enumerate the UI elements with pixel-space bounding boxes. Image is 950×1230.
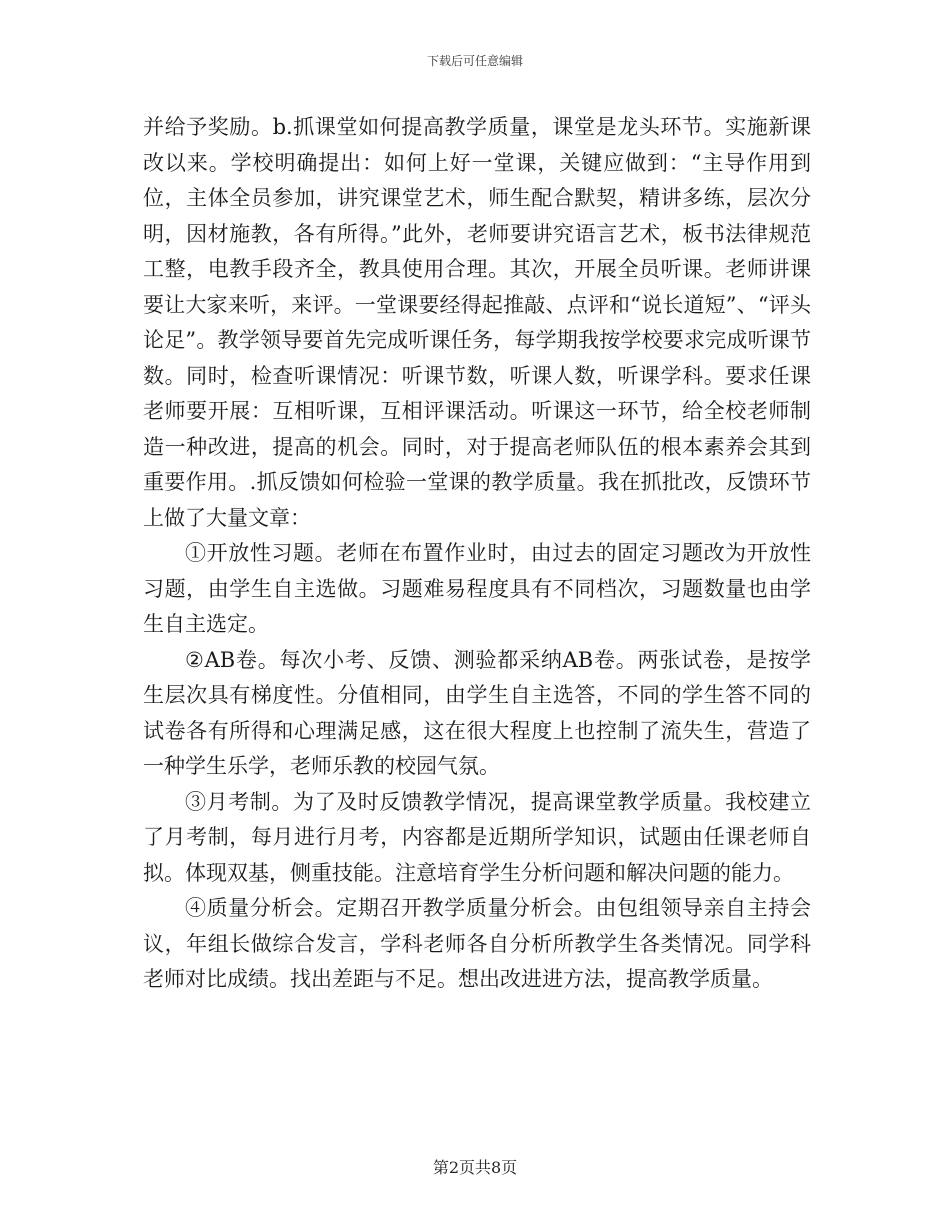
paragraph-open-exercises: ①开放性习题。老师在布置作业时，由过去的固定习题改为开放性习题，由学生自主选做。习题难易程度具有不同档次，习题数量也由学生自主选定。 <box>143 541 811 636</box>
paragraph-quality-analysis: ④质量分析会。定期召开教学质量分析会。由包组领导亲自主持会议，年组长做综合发言，学科老师各自分析所教学生各类情况。同学科老师对比成绩。找出差距与不足。想出改进进方法，提高教学质量。 <box>143 896 811 991</box>
paragraph-intro: 并给予奖励。b.抓课堂如何提高教学质量，课堂是龙头环节。实施新课改以来。学校明确提出：如何上好一堂课，关键应做到：“主导作用到位，主体全员参加，讲究课堂艺术，师生配合默契，精讲多练，层次分明，因材施教，各有所得。”此外，老师要讲究语言艺术，板书法律规范工整，电教手段齐全，教具使用合理。其次，开展全员听课。老师讲课要让大家来听，来评。一堂课要经得起推敲、点评和“说长道短”、“评头论足”。教学领导要首先完成听课任务，每学期我按学校要求完成听课节数。同时，检查听课情况：听课节数，听课人数，听课学科。要求任课老师要开展：互相听课，互相评课活动。听课这一环节，给全校老师制造一种改进，提高的机会。同时，对于提高老师队伍的根本素养会其到重要作用。.抓反馈如何检验一堂课的教学质量。我在抓批改，反馈环节上做了大量文章： <box>143 115 811 530</box>
paragraph-ab-papers: ②AB卷。每次小考、反馈、测验都采纳AB卷。两张试卷，是按学生层次具有梯度性。分值相同，由学生自主选答，不同的学生答不同的试卷各有所得和心理满足感，这在很大程度上也控制了流失生，营造了一种学生乐学，老师乐教的校园气氛。 <box>143 647 811 778</box>
document-body <box>143 110 811 998</box>
paragraph-monthly-exam: ③月考制。为了及时反馈教学情况，提高课堂教学质量。我校建立了月考制，每月进行月考，内容都是近期所学知识，试题由任课老师自拟。体现双基，侧重技能。注意培育学生分析问题和解决问题的能力。 <box>143 789 811 885</box>
page-header: 下载后可任意编辑 <box>426 54 523 68</box>
page-number-footer: 第2页共8页 <box>432 1158 518 1177</box>
